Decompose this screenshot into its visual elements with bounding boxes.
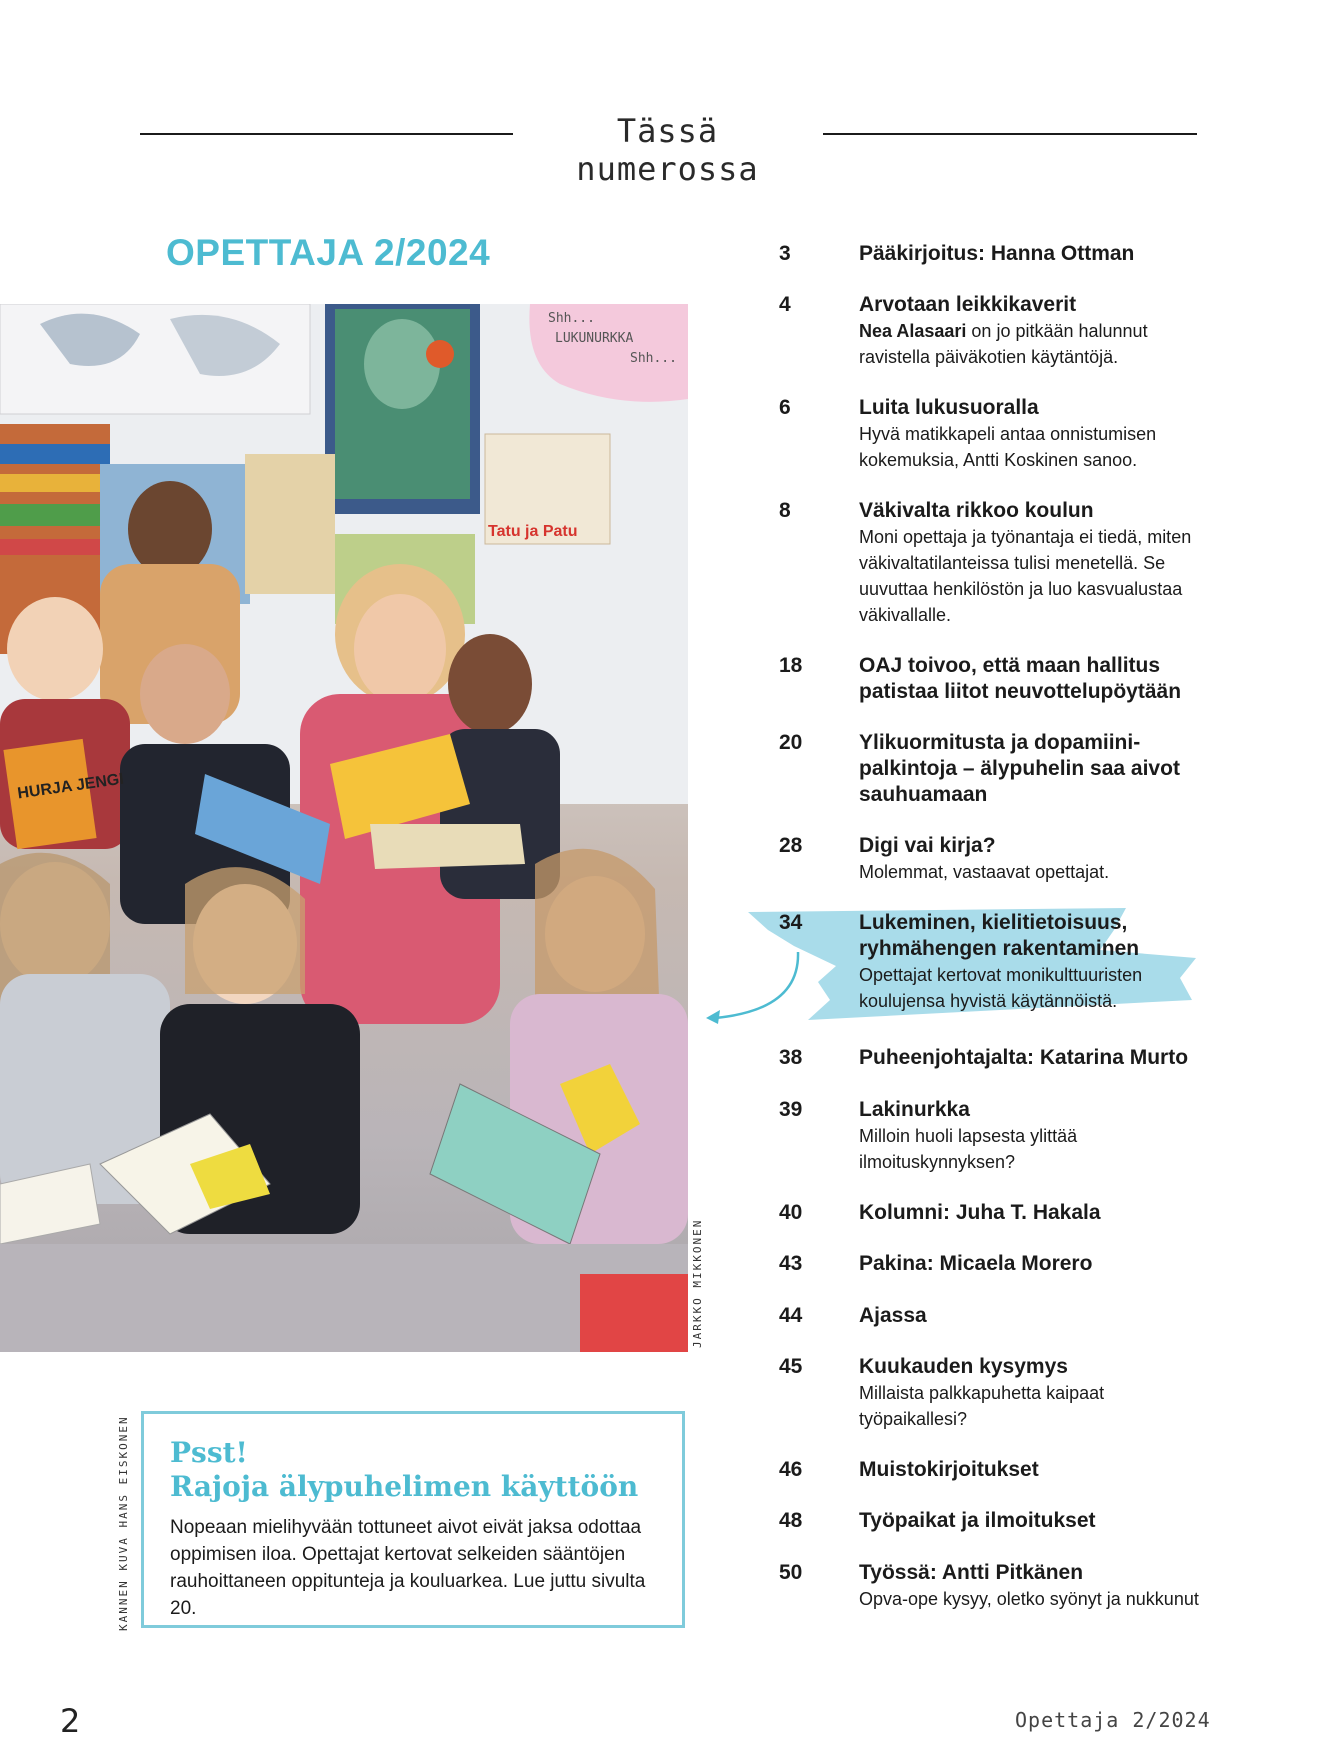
- footer-issue: Opettaja 2/2024: [1015, 1708, 1211, 1732]
- toc-title: Luita lukusuoralla: [859, 396, 1039, 419]
- sign-text: Shh...: [630, 351, 677, 366]
- toc-page-number: 46: [779, 1458, 803, 1481]
- toc-page-number: 43: [779, 1252, 803, 1275]
- section-title: Tässä numerossa: [576, 112, 759, 188]
- cover-photo-illustration: [0, 304, 688, 1352]
- toc-page-number: 38: [779, 1046, 803, 1069]
- issue-title: OPETTAJA 2/2024: [166, 232, 491, 273]
- toc-title: Kolumni: Juha T. Hakala: [859, 1201, 1101, 1224]
- toc-page-number: 8: [779, 499, 791, 522]
- toc-description: Opva-ope kysyy, oletko syönyt ja nukkunut: [859, 1589, 1199, 1609]
- toc-page-number: 18: [779, 654, 803, 677]
- toc-page-number: 3: [779, 242, 791, 265]
- toc-page-number: 4: [779, 293, 791, 316]
- toc-title: OAJ toivoo, että maan hallitus patistaa liitot neuvottelupöytään: [859, 654, 1182, 703]
- toc-description: Molemmat, vastaavat opettajat.: [859, 862, 1110, 882]
- psst-title: Rajoja älypuhelimen käyttöön: [170, 1470, 639, 1503]
- toc-title: Työpaikat ja ilmoitukset: [859, 1509, 1096, 1532]
- poster-text: Tatu ja Patu: [488, 523, 578, 540]
- photo-credit: JARKKO MIKKONEN: [691, 1218, 704, 1348]
- sign-text: Shh...: [548, 311, 595, 326]
- toc-description: [859, 318, 1209, 370]
- toc-title: Arvotaan leikkikaverit: [859, 293, 1077, 316]
- toc-title: Pääkirjoitus: Hanna Ottman: [859, 242, 1135, 265]
- sign-text: LUKUNURKKA: [555, 331, 634, 346]
- psst-box: [141, 1411, 685, 1628]
- toc-page-number: 50: [779, 1561, 803, 1584]
- cover-credit: KANNEN KUVA HANS EISKONEN: [117, 1415, 130, 1631]
- toc-title: Ajassa: [859, 1304, 927, 1327]
- toc-description: Opettajat kertovat monikulttuuristen koulujensa hyvistä käytännöistä.: [859, 965, 1143, 1011]
- toc-page-number: 39: [779, 1098, 803, 1121]
- toc-description: Millaista palkkapuhetta kaipaat työpaikallesi?: [859, 1383, 1105, 1429]
- toc-page-number: 6: [779, 396, 791, 419]
- toc-description: Milloin huoli lapsesta ylittää ilmoituskynnyksen?: [859, 1126, 1078, 1172]
- toc-page-number: 40: [779, 1201, 803, 1224]
- toc-page-number: 34: [779, 911, 803, 934]
- toc-page-number: 20: [779, 731, 803, 754]
- header-rule-right: [823, 133, 1197, 135]
- cover-photo: [0, 304, 688, 1352]
- toc-title: Työssä: Antti Pitkänen: [859, 1561, 1084, 1584]
- toc-page-number: 45: [779, 1355, 803, 1378]
- toc-title: Puheenjohtajalta: Katarina Murto: [859, 1046, 1189, 1069]
- page-number: 2: [60, 1702, 81, 1740]
- toc-title: Ylikuormitusta ja dopamiini-palkintoja – älypuhelin saa aivot sauhuamaan: [859, 731, 1180, 806]
- toc-description-text: on jo pitkään halunnut ravistella päiväkotien käytäntöjä.: [859, 321, 1148, 367]
- toc-page-number: 28: [779, 834, 803, 857]
- toc-title: Digi vai kirja?: [859, 834, 996, 857]
- toc-page-number: 48: [779, 1509, 803, 1532]
- toc-page-number: 44: [779, 1304, 803, 1327]
- psst-body: Nopeaan mielihyvään tottuneet aivot eivät jaksa odottaa oppimisen iloa. Opettajat kertovat selkeiden sääntöjen rauhoittaneen oppitunteja ja kouluarkea. Lue juttu sivulta 20.: [170, 1517, 646, 1619]
- toc-title: Lukeminen, kielitietoisuus, ryhmähengen rakentaminen: [859, 911, 1140, 960]
- arrow-icon: [700, 950, 800, 1030]
- book-text: HURJA JENGI: [16, 770, 125, 803]
- toc-title: Pakina: Micaela Morero: [859, 1252, 1093, 1275]
- toc-description: Moni opettaja ja työnantaja ei tiedä, miten väkivaltatilanteissa tulisi menetellä. Se uuvuttaa henkilöstön ja luo kasvualustaa väkivallalle.: [859, 527, 1192, 625]
- toc-title: Muistokirjoitukset: [859, 1458, 1039, 1481]
- header-rule-left: [140, 133, 513, 135]
- toc-title: Lakinurkka: [859, 1098, 970, 1121]
- psst-kicker: Psst!: [170, 1436, 248, 1469]
- toc-title: Kuukauden kysymys: [859, 1355, 1068, 1378]
- toc-description: Hyvä matikkapeli antaa onnistumisen kokemuksia, Antti Koskinen sanoo.: [859, 424, 1157, 470]
- toc-title: Väkivalta rikkoo koulun: [859, 499, 1094, 522]
- toc-description-bold: Nea Alasaari: [859, 321, 967, 341]
